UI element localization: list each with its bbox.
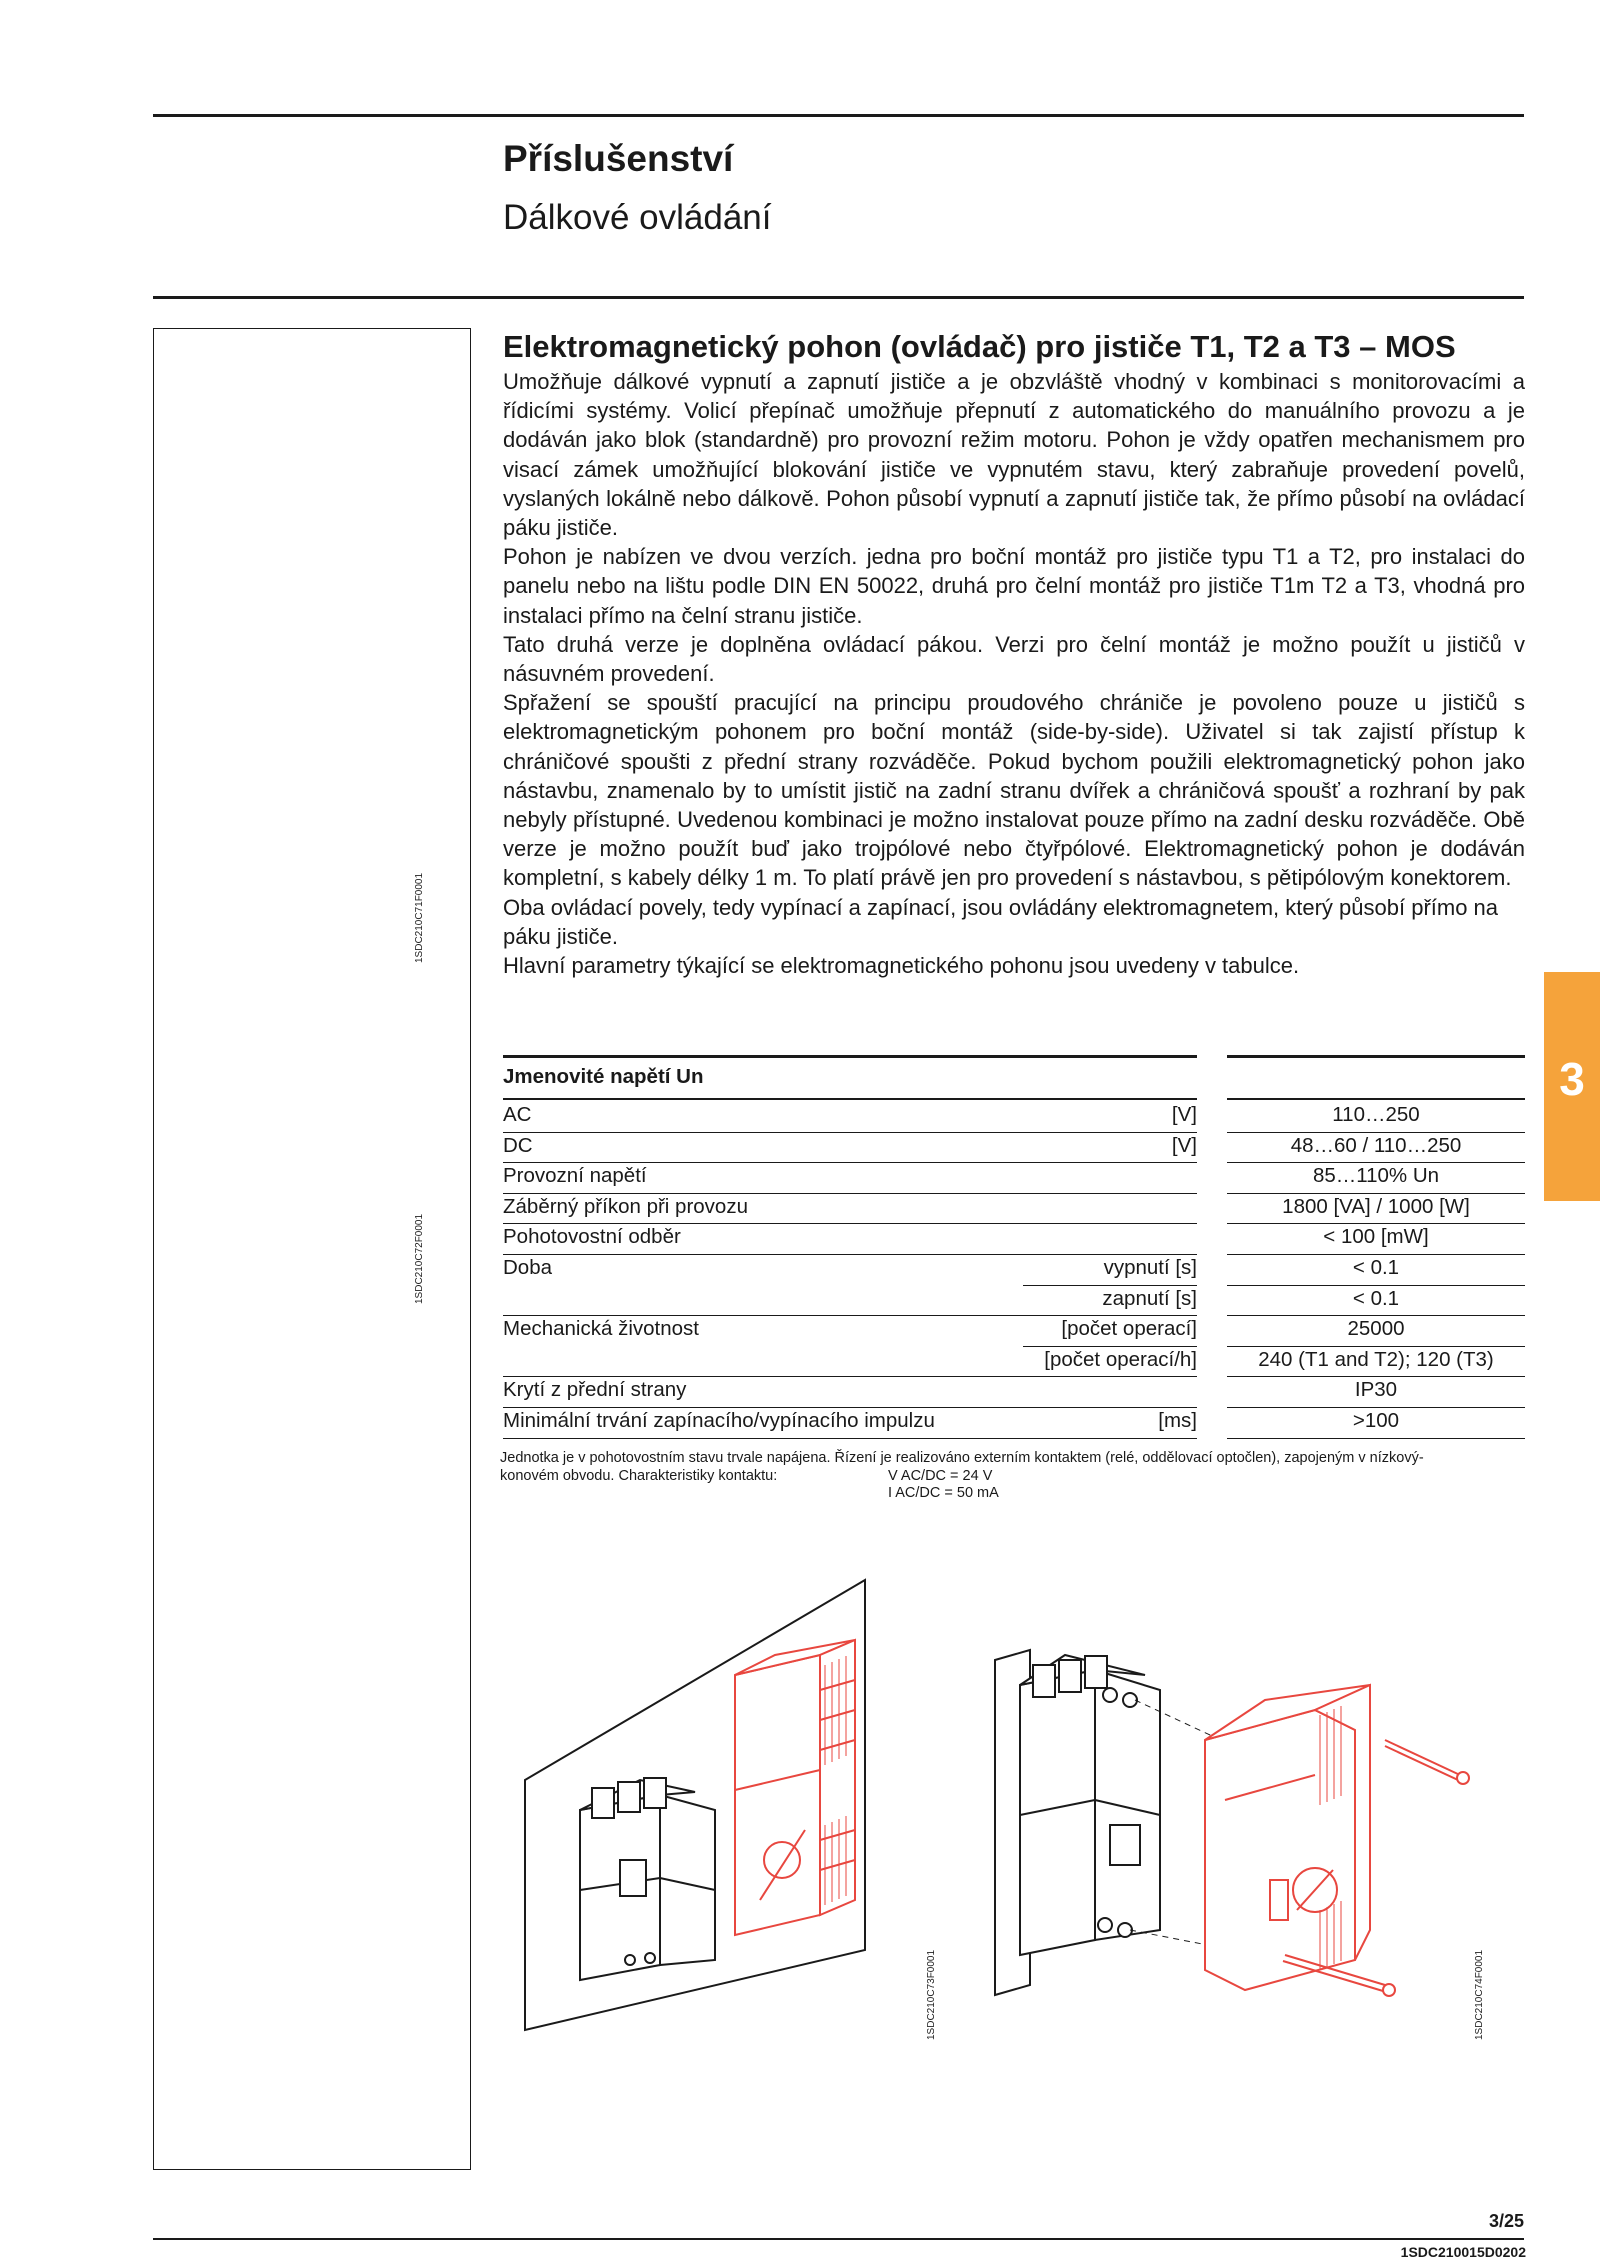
document-code: 1SDC210015D0202 <box>1400 2244 1526 2260</box>
breaker-terminal <box>592 1788 614 1818</box>
table-row <box>503 1193 1197 1224</box>
row-label <box>503 1285 1023 1316</box>
row-value: < 100 [mW] <box>1323 1225 1429 1249</box>
table-header-rule-left <box>503 1098 1197 1100</box>
value-row <box>1227 1316 1525 1347</box>
value-row <box>1227 1224 1525 1255</box>
breaker-lever-slot <box>1110 1825 1140 1865</box>
header-bottom-rule <box>153 296 1524 299</box>
sidebar-code-1: 1SDC210C71F0001 <box>414 872 425 963</box>
row-label: Mechanická životnost <box>503 1317 699 1341</box>
row-label: DC <box>503 1133 533 1157</box>
breaker-screw <box>645 1953 655 1963</box>
value-row <box>1227 1285 1525 1316</box>
breaker-body-side <box>1095 1670 1160 1940</box>
paragraph: Hlavní parametry týkající se elektromagnetického pohonu jsou uvedeny v tabulce. <box>503 953 1300 979</box>
footnote-line-2 <box>500 1468 1526 1486</box>
value-row <box>1227 1407 1525 1438</box>
paragraph: Tato druhá verze je doplněna ovládací pákou. Verzi pro čelní montáž je možno použít u jističů v násuvném provedení. <box>503 631 1525 687</box>
screw-head <box>1383 1984 1395 1996</box>
footnote-contact-current: I AC/DC = 50 mA <box>888 1485 999 1501</box>
spec-table-values <box>1227 1102 1525 1439</box>
row-unit: [V] <box>1171 1103 1197 1126</box>
row-sub: [počet operací/h] <box>1044 1347 1197 1371</box>
figure-right-code: 1SDC210C74F0001 <box>1474 1949 1485 2040</box>
figure-left-code: 1SDC210C73F0001 <box>926 1949 937 2040</box>
breaker-terminal <box>1059 1660 1081 1692</box>
breaker-screw <box>1118 1923 1132 1937</box>
footnote-line-1: Jednotka je v pohotovostním stavu trvale napájena. Řízení je realizováno externím kontaktem (relé, oddělovací optočlen), zapojeným v nízkový- <box>500 1450 1424 1466</box>
breaker-screw <box>1123 1693 1137 1707</box>
row-unit <box>1023 1163 1197 1194</box>
paragraph: Umožňuje dálkové vypnutí a zapnutí jističe a je obzvláště vhodný v kombinaci s monitorovacími a řídicími systémy. Volicí přepínač umožňuje přepnutí z automatického do manuálního provozu a je dodáván jako blok (standardně) pro provozní režim motoru. Pohon je vždy opatřen mechanismem pro visací zámek umožňující blokování jističe ve vypnutém stavu, který zabraňuje provedení povelů, vyslaných lokálně nebo dálkově. Pohon působí vypnutí a zapnutí jističe tak, že přímo působí na ovládací páku jističe. <box>503 369 1525 541</box>
figure-front-mount <box>985 1640 1475 2010</box>
row-unit: [V] <box>1171 1133 1197 1157</box>
row-label <box>503 1346 1023 1377</box>
row-value: 240 (T1 and T2); 120 (T3) <box>1258 1347 1494 1371</box>
paragraph: Pohon je nabízen ve dvou verzích. jedna pro boční montáž pro jističe typu T1 a T2, pro instalaci do panelu nebo na lištu podle DIN EN 50022, druhá pro čelní montáž pro jističe T1m T2 a T3, vhodná pro instalaci přímo na čelní stranu jističe. <box>503 544 1525 628</box>
footnote-line-3 <box>500 1485 1526 1503</box>
breaker-screw <box>625 1955 635 1965</box>
value-row <box>1227 1346 1525 1377</box>
breaker-lever-slot <box>620 1860 646 1896</box>
row-unit: [ms] <box>1158 1408 1197 1432</box>
table-row <box>503 1285 1197 1316</box>
breaker-terminal <box>1033 1665 1055 1697</box>
paragraph: Spřažení se spouští pracující na principu proudového chrániče je povoleno pouze u jističů s elektromagnetickým pohonem pro boční montáž (side-by-side). Uživatel si tak zajistí přístup k chráničové spoušti z přední strany rozváděče. Pokud bychom použili elektromagnetický pohon jako nástavbu, znamenalo by to umístit jistič na zadní stranu dvířek a chráničová spoušť a rozhraní by pak nebyly přístupné. Uvedenou kombinaci je možno instalovat pouze přímo na zadní desku rozváděče. Obě verze je možno použít buď jako trojpólové nebo čtyřpólové. Elektromagnetický pohon je dodáván kompletní, s kabely délky 1 m. To platí právě jen pro provedení s nástavbou, s pětipólovým konektorem. <box>503 690 1525 891</box>
table-row <box>503 1316 1197 1347</box>
section-body <box>503 367 1525 980</box>
section-title: Elektromagnetický pohon (ovládač) pro jističe T1, T2 a T3 – MOS <box>503 329 1456 364</box>
row-value: 1800 [VA] / 1000 [W] <box>1282 1194 1470 1218</box>
page-subtitle: Dálkové ovládání <box>503 198 772 237</box>
value-row <box>1227 1254 1525 1285</box>
chapter-tab <box>1544 972 1600 1201</box>
breaker-terminal <box>1085 1656 1107 1688</box>
row-value: >100 <box>1352 1408 1400 1432</box>
page-number: 3/25 <box>1488 2211 1524 2231</box>
row-label: Krytí z přední strany <box>503 1378 687 1402</box>
motor-operator-front <box>1205 1710 1355 1990</box>
row-label: Provozní napětí <box>503 1164 647 1188</box>
spec-table-left <box>503 1102 1197 1439</box>
breaker-terminal <box>644 1778 666 1808</box>
value-row <box>1227 1163 1525 1194</box>
row-unit <box>1023 1377 1197 1408</box>
fixing-screw <box>1385 1740 1460 1775</box>
footnote-line-2-prefix: konovém obvodu. Charakteristiky kontaktu: <box>500 1467 778 1484</box>
footer-rule <box>153 2238 1524 2240</box>
row-unit <box>1023 1224 1197 1255</box>
operator-lock <box>1270 1880 1288 1920</box>
row-value: IP30 <box>1354 1378 1398 1402</box>
table-header-rule-right <box>1227 1098 1525 1100</box>
breaker-screw <box>1103 1688 1117 1702</box>
table-row <box>503 1224 1197 1255</box>
table-row <box>503 1346 1197 1377</box>
row-label: Minimální trvání zapínacího/vypínacího impulzu <box>503 1408 935 1432</box>
row-label: Doba <box>503 1255 553 1279</box>
breaker-terminal <box>618 1782 640 1812</box>
breaker-screw <box>1098 1918 1112 1932</box>
table-footnote <box>500 1450 1526 1503</box>
top-rule <box>153 114 1524 117</box>
page-title: Příslušenství <box>503 138 734 179</box>
paragraph: Oba ovládací povely, tedy vypínací a zapínací, jsou ovládány elektromagnetem, který působí přímo na páku jističe. <box>503 894 1499 949</box>
row-value: < 0.1 <box>1352 1286 1400 1310</box>
table-row <box>503 1377 1197 1408</box>
row-value: 25000 <box>1347 1317 1405 1341</box>
footnote-contact-voltage: V AC/DC = 24 V <box>888 1467 993 1484</box>
value-row <box>1227 1132 1525 1163</box>
table-row <box>503 1132 1197 1163</box>
row-value: 48…60 / 110…250 <box>1290 1133 1462 1157</box>
row-value: < 0.1 <box>1352 1255 1400 1279</box>
chapter-number: 3 <box>1559 1053 1585 1105</box>
motor-operator-back <box>735 1655 820 1935</box>
table-top-rule-right <box>1227 1055 1525 1058</box>
screw-head <box>1457 1772 1469 1784</box>
value-row <box>1227 1377 1525 1408</box>
row-label: AC <box>503 1103 532 1126</box>
table-row <box>503 1407 1197 1438</box>
table-row <box>503 1254 1197 1285</box>
row-value: 85…110% Un <box>1312 1164 1440 1188</box>
value-row <box>1227 1193 1525 1224</box>
sidebar-code-2: 1SDC210C72F0001 <box>414 1213 425 1304</box>
row-unit <box>1023 1193 1197 1224</box>
row-sub: vypnutí [s] <box>1023 1254 1197 1285</box>
row-label: Záběrný příkon při provozu <box>503 1194 748 1218</box>
row-label: Pohotovostní odběr <box>503 1225 681 1249</box>
row-sub: zapnutí [s] <box>1102 1286 1197 1310</box>
row-sub: [počet operací] <box>1023 1316 1197 1347</box>
value-row <box>1227 1102 1525 1132</box>
row-value: 110…250 <box>1332 1103 1420 1126</box>
table-top-rule-left <box>503 1055 1197 1058</box>
table-row <box>503 1102 1197 1132</box>
sidebar-box <box>153 328 471 2170</box>
table-row <box>503 1163 1197 1194</box>
figure-side-mount <box>520 1560 940 2050</box>
table-header: Jmenovité napětí Un <box>503 1065 704 1088</box>
